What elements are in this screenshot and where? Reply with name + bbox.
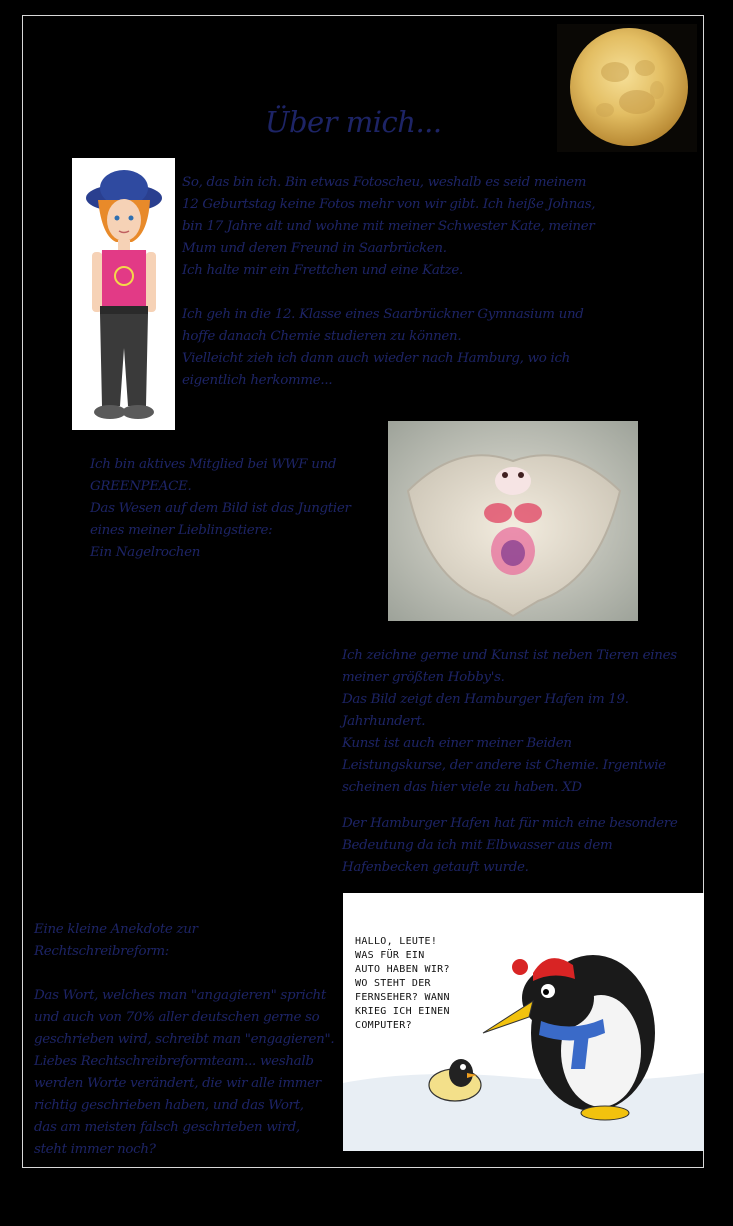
anecdote-heading: Eine kleine Anekdote zur Rechtschreibreform: [34,922,198,959]
stingray-photo [388,421,638,621]
intro-paragraph-1: So, das bin ich. Bin etwas Fotoscheu, weshalb es seid meinem 12 Geburtstag keine Fotos mehr von wir gibt. Ich heiße Johnas, bin 17 Jahre alt und wohne mit meiner Schwester Kate, meiner Mum und deren Freund in Saarbrücken. Ich halte mir ein Frettchen und eine Katze. [182,175,596,278]
intro-paragraph-2: Ich geh in die 12. Klasse eines Saarbrückner Gymnasium und hoffe danach Chemie studieren zu können. Vielleicht zieh ich dann auch wieder nach Hamburg, wo ich eigentlich herkomme... [182,307,584,388]
penguin-cartoon [343,893,704,1151]
anecdote-body: Das Wort, welches man "angagieren" spricht und auch von 70% aller deutschen gerne so geschrieben wird, schreibt man "engagieren". Liebes Rechtschreibreformteam... weshalb werden Worte verändert, die wir alle immer richtig geschrieben haben, und das Wort, das am meisten falsch geschrieben wird, steht immer noch? [34,988,335,1157]
wwf-text: Ich bin aktives Mitglied bei WWF und GREENPEACE. Das Wesen auf dem Bild ist das Jungtier eines meiner Lieblingstiere: Ein Nagelrochen [90,457,351,560]
avatar-image [72,158,175,430]
moon-image [557,24,697,152]
art-paragraph-1: Ich zeichne gerne und Kunst ist neben Tieren eines meiner größten Hobby's. Das Bild zeigt den Hamburger Hafen im 19. Jahrhundert. Kunst ist auch einer meiner Beiden Leistungskurse, der andere ist Chemie. Irgentwie scheinen das hier viele zu haben. XD [342,648,677,795]
art-paragraph-2: Der Hamburger Hafen hat für mich eine besondere Bedeutung da ich mit Elbwasser aus dem Hafenbecken getauft wurde. [342,816,678,875]
cartoon-speech-text: HALLO, LEUTE! WAS FÜR EIN AUTO HABEN WIR? WO STEHT DER FERNSEHER? WANN KRIEG ICH EINEN COMPUTER? [355,936,450,1031]
page-title: Über mich... [265,105,442,139]
